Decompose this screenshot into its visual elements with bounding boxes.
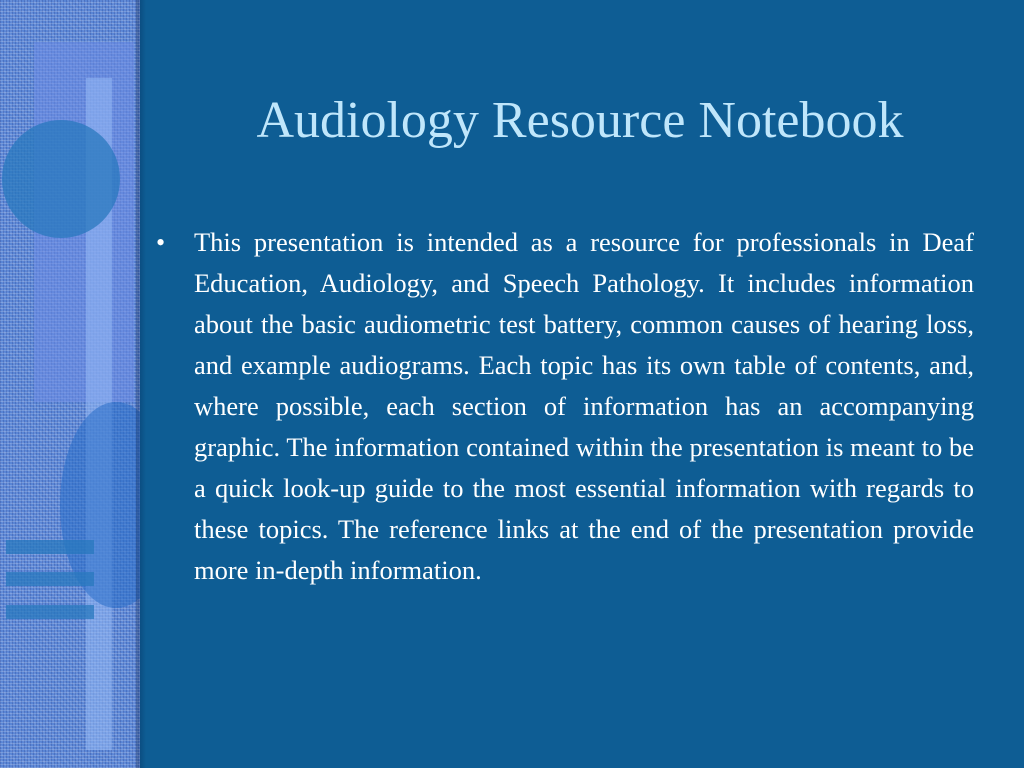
decorative-side-strip — [0, 0, 140, 768]
bullet-list-item — [156, 222, 974, 591]
decorative-horizontal-bar — [6, 540, 94, 554]
decorative-circle — [2, 120, 120, 238]
strip-shadow — [136, 0, 146, 768]
bullet-text: This presentation is intended as a resource for professionals in Deaf Education, Audiology, and Speech Pathology. It includes information about the basic audiometric test battery, common causes of hearing loss, and example audiograms. Each topic has its own table of contents, and, where possible, each section of information has an accompanying graphic. The information contained within the presentation is meant to be a quick look-up guide to the most essential information with regards to these topics. The reference links at the end of the presentation provide more in-depth information. — [194, 227, 974, 585]
decorative-horizontal-bar — [6, 605, 94, 619]
bullet-icon: • — [156, 228, 166, 257]
decorative-horizontal-bar — [6, 572, 94, 586]
slide-title: Audiology Resource Notebook — [256, 92, 904, 149]
